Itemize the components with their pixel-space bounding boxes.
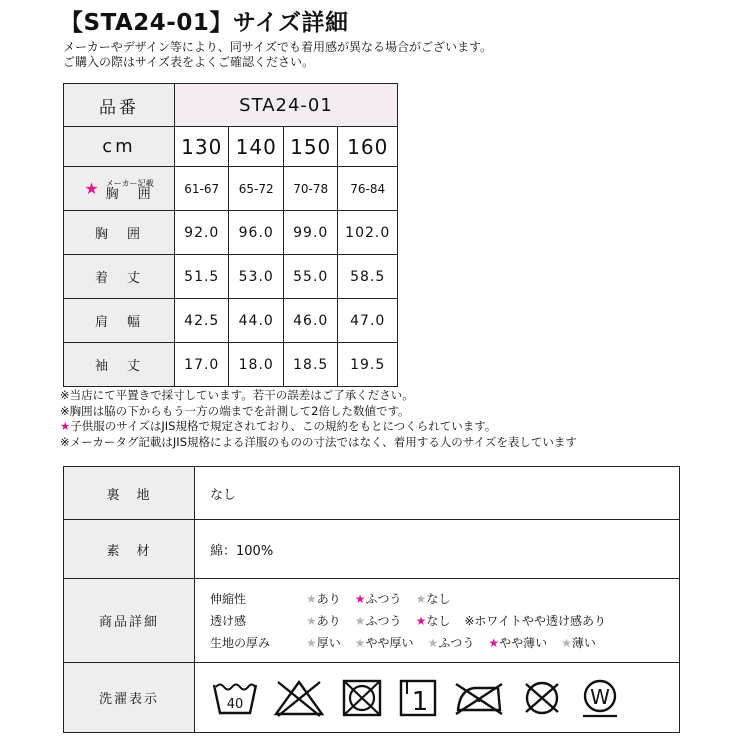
- size-160: 160: [338, 127, 398, 167]
- header-label: 品番: [64, 84, 175, 127]
- laundry-content: [195, 663, 680, 733]
- chest-value: 96.0: [229, 211, 283, 255]
- length-row: [64, 255, 398, 299]
- chest-value: 102.0: [338, 211, 398, 255]
- no-dry-clean-icon: [520, 678, 564, 718]
- detail-option: [355, 588, 402, 610]
- no-tumble-dry-icon: [340, 678, 384, 718]
- details-row: [64, 579, 680, 663]
- maker-chest-text: 胸 囲: [105, 186, 154, 202]
- lining-row: [64, 467, 680, 520]
- detail-rows: [210, 588, 679, 654]
- star-icon: ★: [415, 591, 427, 606]
- detail-option-text: あり: [316, 591, 341, 606]
- intro-line-2: ご購入の際はサイズ表をよくご確認ください。: [63, 55, 315, 69]
- star-icon: ★: [306, 613, 317, 628]
- detail-option: [561, 632, 596, 654]
- detail-row-label: 透け感: [210, 613, 247, 628]
- detail-option: [306, 632, 341, 654]
- notes: [60, 388, 577, 450]
- chest-row: [64, 211, 398, 255]
- sleeve-value: 17.0: [175, 343, 229, 387]
- detail-option: [306, 610, 341, 632]
- laundry-label: 洗濯表示: [64, 663, 195, 733]
- detail-option-text: ふつう: [438, 635, 475, 650]
- intro-line-1: メーカーやデザイン等により、同サイズでも着用感が異なる場合がございます。: [63, 40, 493, 54]
- iron-low-icon: [452, 678, 506, 718]
- detail-option: [355, 632, 414, 654]
- shoulder-label: 肩 幅: [64, 299, 175, 343]
- detail-row: [210, 588, 679, 610]
- shoulder-value: 44.0: [229, 299, 283, 343]
- size-row: [64, 127, 398, 167]
- note-line: ※胸囲は脇の下からもう一方の端までを計測して2倍した数値です。: [60, 403, 410, 418]
- star-icon: ★: [306, 591, 317, 606]
- professional-letter: W: [590, 684, 610, 709]
- detail-option: [488, 632, 547, 654]
- detail-option-text: あり: [316, 613, 341, 628]
- no-bleach-icon: [272, 678, 326, 718]
- shoulder-value: 46.0: [283, 299, 337, 343]
- details-label: 商品詳細: [64, 579, 195, 663]
- detail-row-label: 伸縮性: [210, 591, 247, 606]
- material-row: [64, 520, 680, 579]
- laundry-symbols: [210, 676, 679, 720]
- star-icon: ★: [427, 635, 439, 650]
- detail-row: [210, 610, 679, 632]
- note-line: ★子供服のサイズはJIS規格で規定されており、この規約をもとにつくられています。: [60, 419, 497, 433]
- chest-value: 92.0: [175, 211, 229, 255]
- intro-text: [63, 40, 492, 70]
- length-value: 51.5: [175, 255, 229, 299]
- detail-option: [416, 610, 451, 632]
- wash-40-icon: [212, 679, 258, 717]
- length-value: 58.5: [338, 255, 398, 299]
- shoulder-value: 42.5: [175, 299, 229, 343]
- maker-value: 65-72: [229, 167, 283, 211]
- material-label: 素 材: [64, 520, 195, 579]
- detail-option-text: 厚い: [316, 635, 341, 650]
- length-label: 着 丈: [64, 255, 175, 299]
- detail-option: [416, 588, 451, 610]
- detail-option: [355, 610, 402, 632]
- star-icon: ★: [60, 419, 71, 433]
- lining-label: 裏 地: [64, 467, 195, 520]
- star-icon: ★: [84, 179, 102, 198]
- shoulder-row: [64, 299, 398, 343]
- size-140: 140: [229, 127, 283, 167]
- sleeve-label: 袖 丈: [64, 343, 175, 387]
- shoulder-value: 47.0: [338, 299, 398, 343]
- laundry-row: [64, 663, 680, 733]
- unit-label: cm: [64, 127, 175, 167]
- detail-option-text: ふつう: [365, 613, 402, 628]
- maker-value: 76-84: [338, 167, 398, 211]
- maker-note: メーカー記載: [105, 178, 154, 188]
- sleeve-value: 18.0: [229, 343, 283, 387]
- info-table: [63, 466, 680, 733]
- size-table-header-row: [64, 84, 398, 127]
- wash-temp: 40: [226, 696, 244, 712]
- detail-option-text: 薄い: [571, 635, 596, 650]
- detail-row-label: 生地の厚み: [210, 635, 271, 650]
- star-icon: ★: [415, 613, 427, 628]
- length-value: 53.0: [229, 255, 283, 299]
- note-line: ※当店にて平置きで採寸しています。若干の誤差はご了承ください。: [60, 388, 414, 402]
- sleeve-row: [64, 343, 398, 387]
- size-130: 130: [175, 127, 229, 167]
- product-code: STA24-01: [175, 84, 398, 127]
- wet-clean-icon: [578, 676, 622, 720]
- star-icon: ★: [354, 635, 366, 650]
- detail-note: ※ホワイトやや透け感あり: [464, 613, 607, 628]
- maker-chest-row: [64, 167, 398, 211]
- line-dry-icon: [398, 678, 438, 718]
- star-icon: ★: [354, 591, 366, 606]
- detail-option-text: ふつう: [365, 591, 402, 606]
- star-icon: ★: [488, 635, 500, 650]
- detail-option-text: やや薄い: [499, 635, 548, 650]
- lining-value: なし: [195, 467, 680, 520]
- detail-option-text: なし: [426, 591, 451, 606]
- tumble-number: 1: [411, 686, 429, 717]
- detail-row: [210, 632, 679, 654]
- size-table: [63, 83, 398, 387]
- size-150: 150: [283, 127, 337, 167]
- material-value: 綿：100%: [195, 520, 680, 579]
- maker-value: 61-67: [175, 167, 229, 211]
- star-icon: ★: [561, 635, 572, 650]
- detail-option-text: やや厚い: [365, 635, 414, 650]
- sleeve-value: 19.5: [338, 343, 398, 387]
- page-title: 【STA24-01】サイズ詳細: [60, 10, 349, 36]
- chest-value: 99.0: [283, 211, 337, 255]
- sleeve-value: 18.5: [283, 343, 337, 387]
- note-line: ※メーカータグ記載はJIS規格による洋服のものの寸法ではなく、着用する人のサイズを表しています: [60, 434, 577, 449]
- maker-chest-label: [64, 167, 175, 211]
- detail-option: [306, 588, 341, 610]
- chest-label: 胸 囲: [64, 211, 175, 255]
- star-icon: ★: [354, 613, 366, 628]
- maker-value: 70-78: [283, 167, 337, 211]
- length-value: 55.0: [283, 255, 337, 299]
- star-icon: ★: [306, 635, 317, 650]
- details-content: [195, 579, 680, 663]
- detail-option-text: なし: [426, 613, 451, 628]
- detail-option: [428, 632, 475, 654]
